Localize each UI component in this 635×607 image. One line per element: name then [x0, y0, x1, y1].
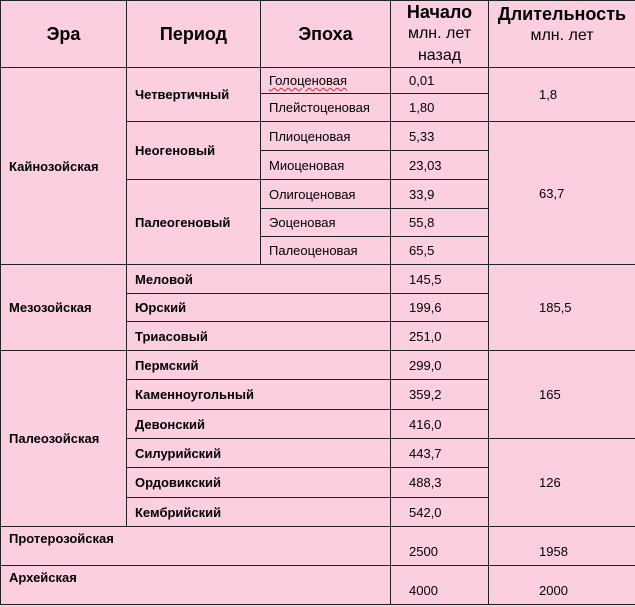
period-ordovician: Ордовикский — [127, 468, 391, 498]
epoch-eocene: Эоценовая — [261, 209, 391, 237]
start-pliocene: 5,33 — [391, 122, 489, 151]
start-carboniferous: 359,2 — [391, 380, 489, 410]
era-cenozoic: Кайнозойская — [1, 68, 127, 265]
epoch-holocene — [261, 68, 391, 94]
table-row — [1, 566, 635, 605]
header-start-sub1: млн. лет — [407, 25, 472, 42]
period-devonian: Девонский — [127, 410, 391, 439]
start-ordovician: 488,3 — [391, 468, 489, 498]
era-archean: Архейская — [1, 566, 391, 605]
table-row — [1, 68, 635, 94]
epoch-oligocene: Олигоценовая — [261, 180, 391, 209]
epoch-pleistocene: Плейстоценовая — [261, 94, 391, 122]
header-start-sub2: назад — [417, 47, 462, 64]
epoch-holocene-label: Голоценовая — [269, 73, 348, 88]
era-proterozoic: Протерозойская — [1, 527, 391, 566]
duration-neogene-paleogene: 63,7 — [489, 122, 635, 265]
period-quaternary: Четвертичный — [127, 68, 261, 122]
duration-silurian-cambrian: 126 — [489, 439, 635, 527]
start-oligocene: 33,9 — [391, 180, 489, 209]
start-holocene: 0,01 — [391, 68, 489, 94]
start-miocene: 23,03 — [391, 151, 489, 180]
start-paleocene: 65,5 — [391, 237, 489, 265]
start-devonian: 416,0 — [391, 410, 489, 439]
table-row — [1, 265, 635, 294]
table-row — [1, 527, 635, 566]
start-permian: 299,0 — [391, 351, 489, 380]
period-cambrian: Кембрийский — [127, 498, 391, 527]
header-duration-title: Длительность — [497, 4, 627, 24]
start-jurassic: 199,6 — [391, 294, 489, 322]
period-carboniferous: Каменноугольный — [127, 380, 391, 410]
header-period: Период — [127, 1, 261, 68]
start-silurian: 443,7 — [391, 439, 489, 468]
duration-mesozoic: 185,5 — [489, 265, 635, 351]
header-epoch: Эпоха — [261, 1, 391, 68]
header-start — [391, 1, 489, 68]
period-silurian: Силурийский — [127, 439, 391, 468]
table-row — [1, 351, 635, 380]
era-mesozoic: Мезозойская — [1, 265, 127, 351]
duration-quaternary: 1,8 — [489, 68, 635, 122]
start-cretaceous: 145,5 — [391, 265, 489, 294]
period-triassic: Триасовый — [127, 322, 391, 351]
epoch-paleocene: Палеоценовая — [261, 237, 391, 265]
period-neogene: Неогеновый — [127, 122, 261, 180]
start-cambrian: 542,0 — [391, 498, 489, 527]
header-era: Эра — [1, 1, 127, 68]
start-archean: 4000 — [391, 566, 489, 605]
period-permian: Пермский — [127, 351, 391, 380]
era-paleozoic: Палеозойская — [1, 351, 127, 527]
header-start-title: Начало — [406, 2, 473, 22]
start-proterozoic: 2500 — [391, 527, 489, 566]
period-paleogene: Палеогеновый — [127, 180, 261, 265]
duration-permian-devonian: 165 — [489, 351, 635, 439]
epoch-miocene: Миоценовая — [261, 151, 391, 180]
period-cretaceous: Меловой — [127, 265, 391, 294]
duration-archean: 2000 — [489, 566, 635, 605]
start-triassic: 251,0 — [391, 322, 489, 351]
start-pleistocene: 1,80 — [391, 94, 489, 122]
header-row — [1, 1, 635, 68]
duration-proterozoic: 1958 — [489, 527, 635, 566]
period-jurassic: Юрский — [127, 294, 391, 322]
header-duration — [489, 1, 635, 68]
epoch-pliocene: Плиоценовая — [261, 122, 391, 151]
start-eocene: 55,8 — [391, 209, 489, 237]
header-duration-sub: млн. лет — [530, 27, 594, 44]
